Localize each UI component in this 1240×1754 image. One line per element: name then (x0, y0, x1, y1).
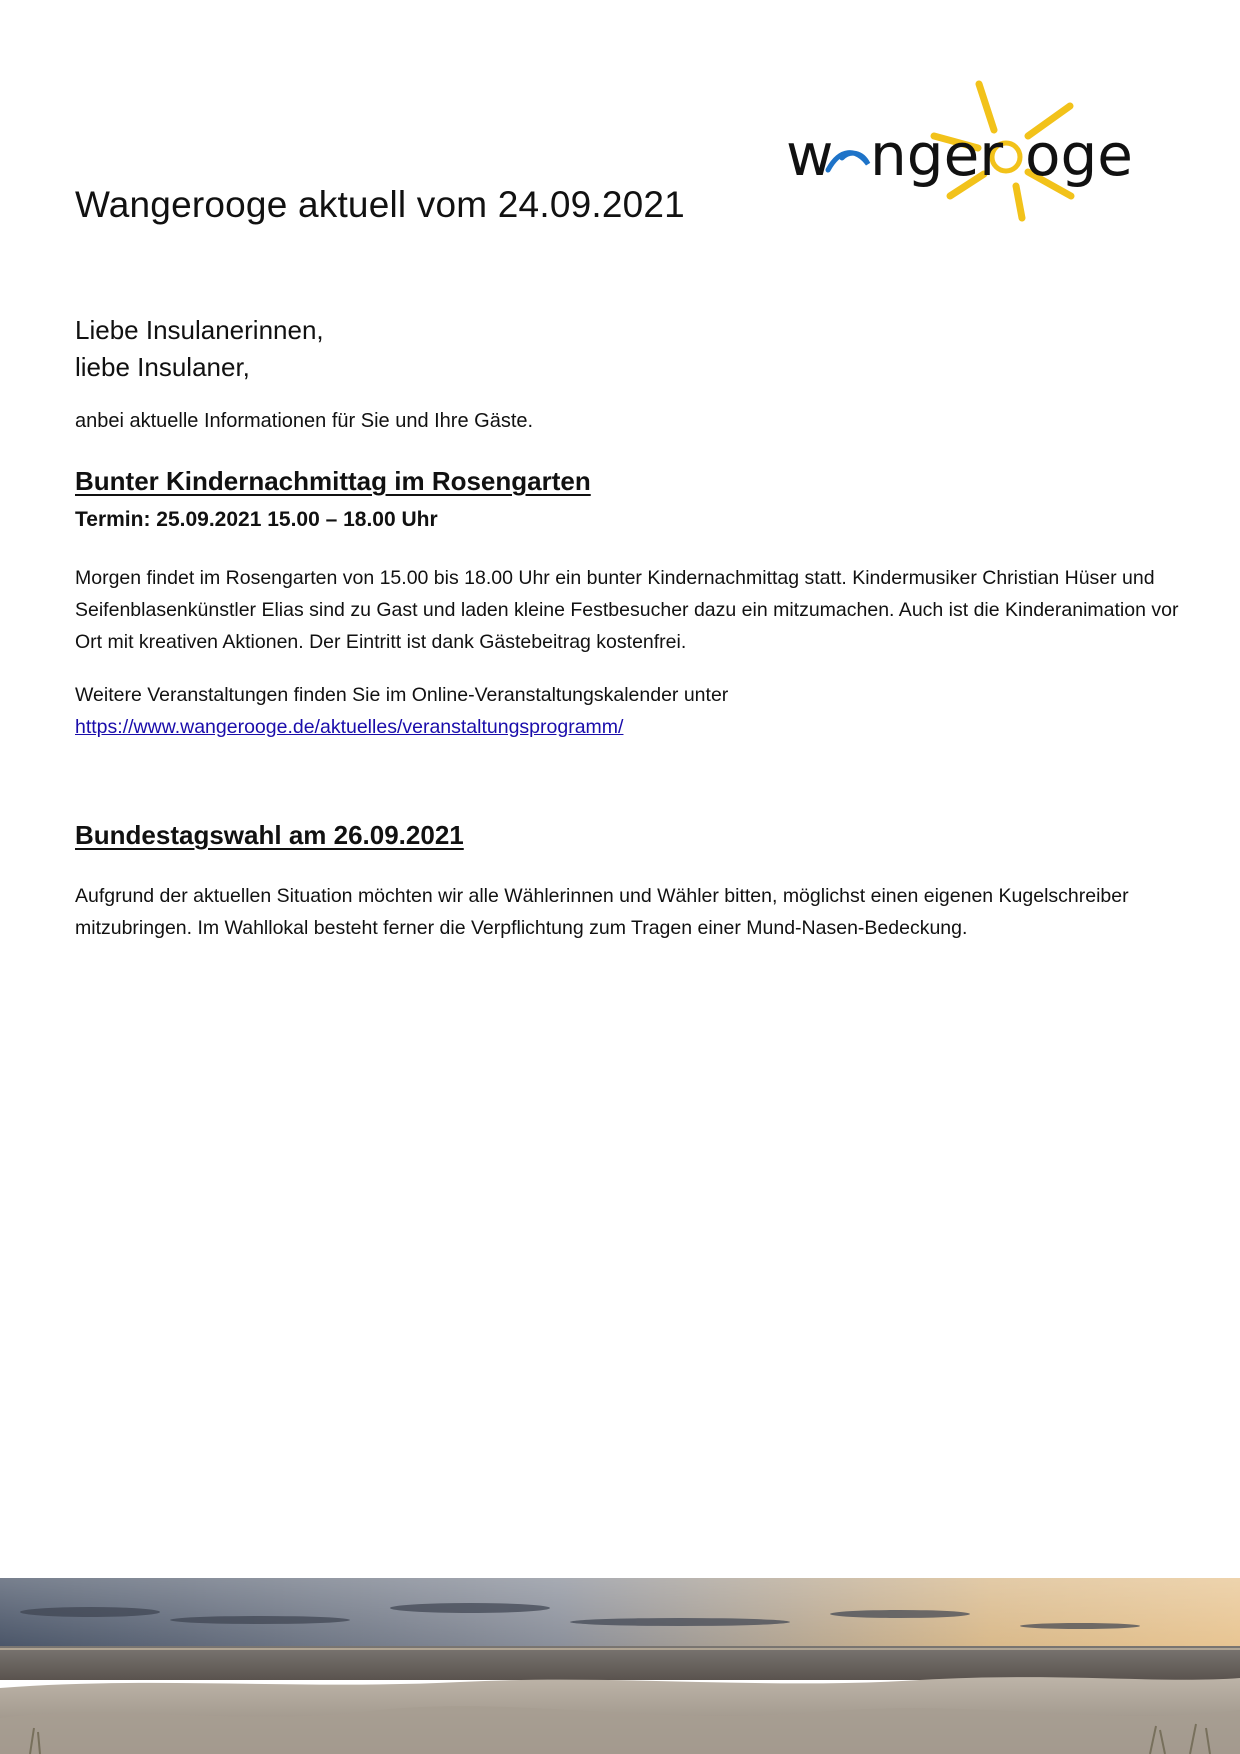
page-title: Wangerooge aktuell vom 24.09.2021 (75, 184, 685, 225)
logo-text-middle: nger (870, 121, 1004, 189)
more-events-paragraph (75, 679, 1185, 743)
greeting-line-2: liebe Insulaner, (75, 352, 250, 382)
heading-kindernachmittag: Bunter Kindernachmittag im Rosengarten (75, 466, 591, 496)
beach-panorama-image (0, 1578, 1240, 1754)
logo-text-start: w (786, 121, 834, 189)
heading-bundestagswahl: Bundestagswahl am 26.09.2021 (75, 820, 464, 850)
bundestagswahl-paragraph: Aufgrund der aktuellen Situation möchten wir alle Wählerinnen und Wähler bitten, möglichst einen eigenen Kugelschreiber mitzubringen. Im Wahllokal besteht ferner die Verpflichtung zum Tragen einer Mund-Nasen-Bedeckung. (75, 885, 1129, 939)
wave-icon (828, 153, 868, 170)
more-events-text: Weitere Veranstaltungen finden Sie im Online-Veranstaltungskalender unter (75, 684, 729, 706)
greeting (75, 312, 324, 386)
intro-text: anbei aktuelle Informationen für Sie und Ihre Gäste. (75, 410, 534, 432)
termin-text: Termin: 25.09.2021 15.00 – 18.00 Uhr (75, 508, 438, 531)
greeting-line-1: Liebe Insulanerinnen, (75, 315, 324, 345)
event-calendar-link[interactable]: https://www.wangerooge.de/aktuelles/veranstaltungsprogramm/ (75, 716, 624, 738)
sea (0, 1646, 1240, 1680)
wangerooge-logo (784, 78, 1134, 228)
kindernachmittag-paragraph: Morgen findet im Rosengarten von 15.00 bis 18.00 Uhr ein bunter Kindernachmittag statt. Kindermusiker Christian Hüser und Seifenblasenkünstler Elias sind zu Gast und laden kleine Festbesucher dazu ein mitzumachen. Auch ist die Kinderanimation vor Ort mit kreativen Aktionen. Der Eintritt ist dank Gästebeitrag kostenfrei. (75, 567, 1179, 653)
logo-text-end: oge (1025, 121, 1133, 189)
